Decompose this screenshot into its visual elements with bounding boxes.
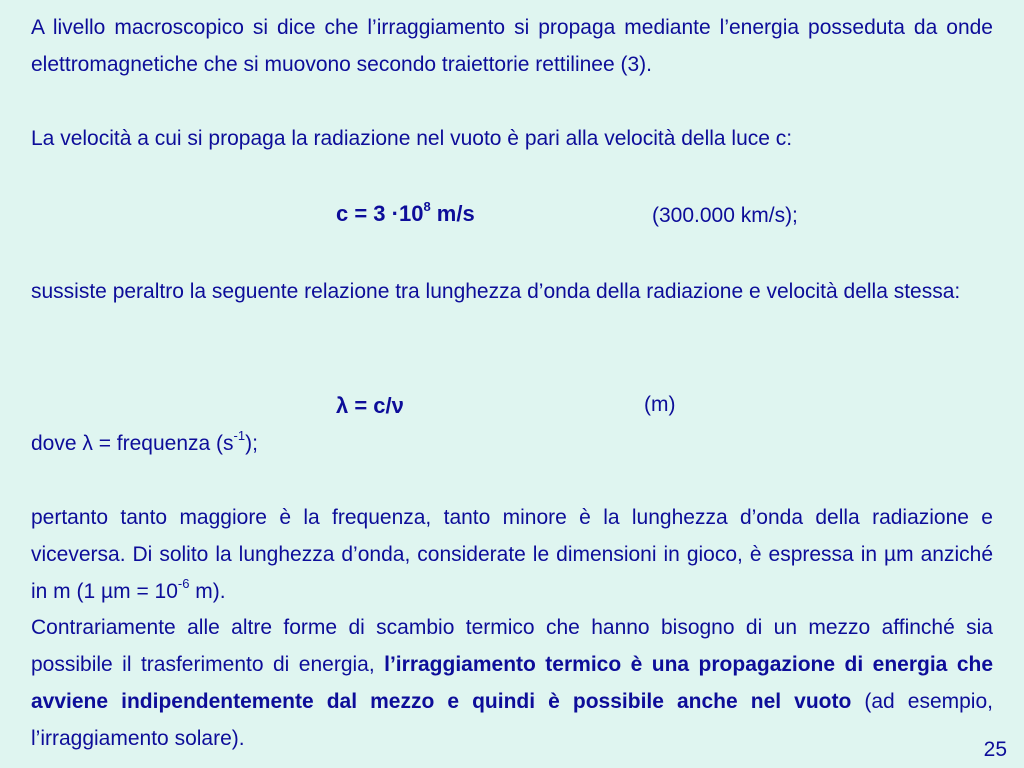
definition-exponent: -1: [233, 428, 246, 443]
equation-speed-of-light: [336, 198, 475, 227]
paragraph5-suffix: (ad esempio, l’irraggiamento solare).: [31, 690, 993, 750]
page-number: 25: [983, 738, 1007, 761]
paragraph-speed-of-light: La velocità a cui si propaga la radiazione nel vuoto è pari alla velocità della luce c:: [31, 127, 793, 150]
paragraph5-prefix: Contrariamente alle altre forme di scambio termico che hanno bisogno di un mezzo affinché sia possibile il trasferimento di energia,: [31, 616, 993, 676]
paragraph5-bold-statement: l’irraggiamento termico è una propagazione di energia che avviene indipendentemente dal mezzo e quindi è possibile anche nel vuoto: [31, 653, 994, 713]
paragraph-relation: sussiste peraltro la seguente relazione tra lunghezza d’onda della radiazione e velocità della stessa:: [31, 280, 961, 303]
paragraph-wavelength-units: [31, 499, 993, 610]
definition-suffix: );: [245, 432, 258, 455]
equation-wavelength-note: (m): [644, 393, 676, 416]
definition-frequency: [31, 425, 993, 462]
paragraph4-suffix: m).: [189, 580, 226, 603]
equation-wavelength: λ = c/ν: [336, 393, 404, 418]
equation-speed-exponent: 8: [423, 198, 431, 214]
equation-speed-suffix: m/s: [430, 201, 475, 226]
equation-speed-note: (300.000 km/s);: [652, 204, 798, 227]
definition-prefix: dove λ = frequenza (s: [31, 432, 234, 455]
paragraph-radiation-conclusion: [31, 609, 993, 757]
equation-speed-prefix: c = 3 ·10: [336, 201, 424, 226]
paragraph4-exponent: -6: [177, 576, 190, 591]
paragraph4-prefix: pertanto tanto maggiore è la frequenza, tanto minore è la lunghezza d’onda della radiazione e viceversa. Di solito la lunghezza d’onda, considerate le dimensioni in gioco, è espressa in µm anziché in m (1 µm = 10: [31, 506, 993, 603]
paragraph-intro: A livello macroscopico si dice che l’irraggiamento si propaga mediante l’energia posseduta da onde elettromagnetiche che si muovono secondo traiettorie rettilinee (3).: [31, 16, 993, 76]
